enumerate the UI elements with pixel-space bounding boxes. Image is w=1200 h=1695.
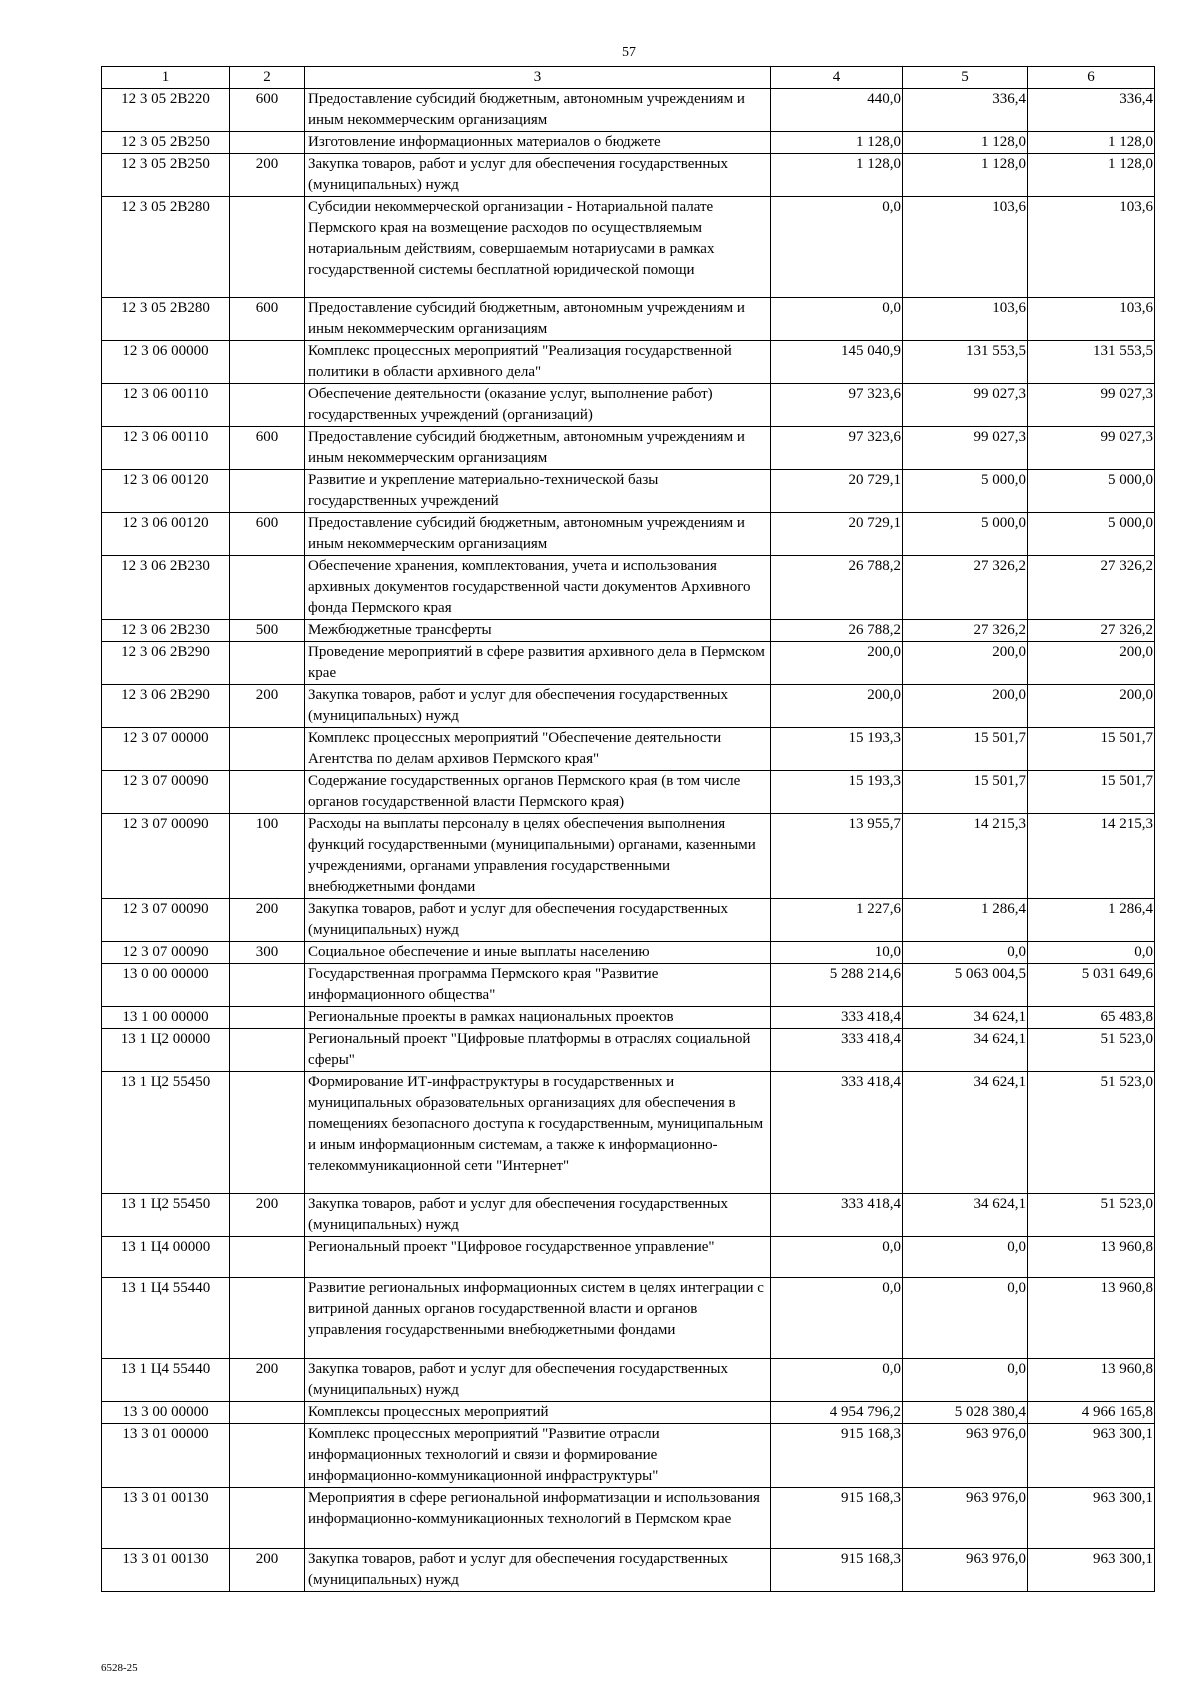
cell-amount-col6: 131 553,5 (1028, 341, 1155, 384)
cell-amount-col6: 200,0 (1028, 642, 1155, 685)
cell-code: 12 3 06 2В230 (102, 556, 230, 620)
cell-name: Комплексы процессных мероприятий (305, 1402, 771, 1424)
cell-amount-col5: 34 624,1 (903, 1007, 1028, 1029)
cell-amount-col4: 1 128,0 (771, 154, 903, 197)
cell-amount-col4: 333 418,4 (771, 1007, 903, 1029)
cell-name: Развитие и укрепление материально-технической базы государственных учреждений (305, 470, 771, 513)
cell-expense-type (230, 1029, 305, 1072)
cell-code: 13 1 Ц2 00000 (102, 1029, 230, 1072)
cell-amount-col6: 14 215,3 (1028, 814, 1155, 899)
cell-code: 13 1 Ц2 55450 (102, 1072, 230, 1194)
cell-amount-col6: 963 300,1 (1028, 1549, 1155, 1592)
cell-amount-col4: 0,0 (771, 1237, 903, 1278)
cell-amount-col6: 99 027,3 (1028, 384, 1155, 427)
cell-amount-col6: 103,6 (1028, 298, 1155, 341)
cell-name: Формирование ИТ-инфраструктуры в государственных и муниципальных образовательных организациях для обеспечения в помещениях безопасного доступа к государственным, муниципальным и иным информационным системам, а также к информационно-телекоммуникационной сети "Интернет" (305, 1072, 771, 1194)
budget-table-body (102, 67, 1155, 1592)
cell-amount-col5: 99 027,3 (903, 384, 1028, 427)
table-row (102, 1237, 1155, 1278)
cell-amount-col4: 200,0 (771, 642, 903, 685)
table-row (102, 728, 1155, 771)
table-row (102, 1424, 1155, 1488)
cell-amount-col4: 0,0 (771, 197, 903, 298)
cell-expense-type (230, 728, 305, 771)
cell-code: 13 3 01 00000 (102, 1424, 230, 1488)
cell-amount-col4: 15 193,3 (771, 771, 903, 814)
table-row (102, 556, 1155, 620)
cell-amount-col6: 0,0 (1028, 942, 1155, 964)
cell-code: 12 3 07 00000 (102, 728, 230, 771)
cell-amount-col5: 99 027,3 (903, 427, 1028, 470)
cell-expense-type (230, 771, 305, 814)
cell-code: 13 1 Ц4 55440 (102, 1359, 230, 1402)
cell-expense-type (230, 470, 305, 513)
cell-amount-col5: 0,0 (903, 1278, 1028, 1359)
cell-amount-col4: 26 788,2 (771, 556, 903, 620)
cell-amount-col4: 5 288 214,6 (771, 964, 903, 1007)
column-header-4: 4 (771, 67, 903, 89)
cell-expense-type: 200 (230, 899, 305, 942)
cell-amount-col4: 26 788,2 (771, 620, 903, 642)
cell-expense-type (230, 556, 305, 620)
cell-name: Государственная программа Пермского края "Развитие информационного общества" (305, 964, 771, 1007)
cell-expense-type (230, 1278, 305, 1359)
cell-name: Предоставление субсидий бюджетным, автономным учреждениям и иным некоммерческим организациям (305, 298, 771, 341)
cell-amount-col6: 27 326,2 (1028, 620, 1155, 642)
cell-amount-col6: 1 128,0 (1028, 154, 1155, 197)
cell-amount-col6: 1 128,0 (1028, 132, 1155, 154)
cell-name: Проведение мероприятий в сфере развития архивного дела в Пермском крае (305, 642, 771, 685)
cell-name: Развитие региональных информационных систем в целях интеграции с витриной данных органов государственной власти и органов управления государственными внебюджетными фондами (305, 1278, 771, 1359)
cell-amount-col4: 333 418,4 (771, 1194, 903, 1237)
page-number: 57 (622, 45, 636, 60)
cell-name: Комплекс процессных мероприятий "Обеспечение деятельности Агентства по делам архивов Пермского края" (305, 728, 771, 771)
cell-expense-type: 600 (230, 298, 305, 341)
cell-name: Предоставление субсидий бюджетным, автономным учреждениям и иным некоммерческим организациям (305, 427, 771, 470)
cell-amount-col6: 4 966 165,8 (1028, 1402, 1155, 1424)
cell-amount-col5: 34 624,1 (903, 1194, 1028, 1237)
table-row (102, 1359, 1155, 1402)
cell-name: Закупка товаров, работ и услуг для обеспечения государственных (муниципальных) нужд (305, 899, 771, 942)
cell-expense-type (230, 1424, 305, 1488)
cell-name: Содержание государственных органов Пермского края (в том числе органов государственной власти Пермского края) (305, 771, 771, 814)
cell-amount-col5: 963 976,0 (903, 1424, 1028, 1488)
cell-expense-type (230, 964, 305, 1007)
cell-amount-col5: 1 286,4 (903, 899, 1028, 942)
cell-name: Региональный проект "Цифровое государственное управление" (305, 1237, 771, 1278)
cell-name: Региональные проекты в рамках национальных проектов (305, 1007, 771, 1029)
cell-name: Закупка товаров, работ и услуг для обеспечения государственных (муниципальных) нужд (305, 1194, 771, 1237)
cell-amount-col5: 200,0 (903, 685, 1028, 728)
cell-expense-type: 200 (230, 154, 305, 197)
cell-code: 13 3 01 00130 (102, 1549, 230, 1592)
cell-amount-col6: 51 523,0 (1028, 1072, 1155, 1194)
cell-name: Расходы на выплаты персоналу в целях обеспечения выполнения функций государственными (муниципальными) органами, казенными учреждениями, органами управления государственными внебюджетными фондами (305, 814, 771, 899)
cell-amount-col4: 13 955,7 (771, 814, 903, 899)
table-row (102, 1072, 1155, 1194)
cell-amount-col6: 27 326,2 (1028, 556, 1155, 620)
column-header-6: 6 (1028, 67, 1155, 89)
cell-amount-col5: 5 063 004,5 (903, 964, 1028, 1007)
cell-amount-col4: 20 729,1 (771, 513, 903, 556)
cell-amount-col4: 15 193,3 (771, 728, 903, 771)
cell-expense-type (230, 197, 305, 298)
cell-code: 12 3 06 00120 (102, 470, 230, 513)
cell-amount-col6: 963 300,1 (1028, 1488, 1155, 1549)
cell-expense-type: 200 (230, 685, 305, 728)
cell-expense-type (230, 1007, 305, 1029)
cell-amount-col6: 13 960,8 (1028, 1278, 1155, 1359)
cell-name: Обеспечение деятельности (оказание услуг, выполнение работ) государственных учреждений (организаций) (305, 384, 771, 427)
cell-name: Предоставление субсидий бюджетным, автономным учреждениям и иным некоммерческим организациям (305, 513, 771, 556)
cell-name: Социальное обеспечение и иные выплаты населению (305, 942, 771, 964)
cell-amount-col4: 10,0 (771, 942, 903, 964)
cell-amount-col4: 915 168,3 (771, 1424, 903, 1488)
cell-code: 13 3 01 00130 (102, 1488, 230, 1549)
cell-amount-col4: 0,0 (771, 298, 903, 341)
cell-amount-col5: 14 215,3 (903, 814, 1028, 899)
cell-code: 12 3 05 2В250 (102, 154, 230, 197)
table-row (102, 942, 1155, 964)
cell-name: Региональный проект "Цифровые платформы в отраслях социальной сферы" (305, 1029, 771, 1072)
cell-amount-col4: 97 323,6 (771, 427, 903, 470)
cell-amount-col6: 65 483,8 (1028, 1007, 1155, 1029)
cell-amount-col5: 0,0 (903, 942, 1028, 964)
table-row (102, 1549, 1155, 1592)
cell-expense-type: 500 (230, 620, 305, 642)
table-row (102, 964, 1155, 1007)
cell-expense-type (230, 1402, 305, 1424)
cell-amount-col6: 15 501,7 (1028, 728, 1155, 771)
cell-name: Закупка товаров, работ и услуг для обеспечения государственных (муниципальных) нужд (305, 1359, 771, 1402)
cell-code: 12 3 07 00090 (102, 814, 230, 899)
table-row (102, 513, 1155, 556)
cell-expense-type: 200 (230, 1359, 305, 1402)
cell-expense-type: 600 (230, 427, 305, 470)
cell-amount-col4: 440,0 (771, 89, 903, 132)
cell-expense-type (230, 341, 305, 384)
table-row (102, 1488, 1155, 1549)
table-row (102, 1278, 1155, 1359)
cell-amount-col5: 15 501,7 (903, 728, 1028, 771)
table-row (102, 1007, 1155, 1029)
cell-code: 13 1 Ц4 00000 (102, 1237, 230, 1278)
table-row (102, 620, 1155, 642)
cell-amount-col5: 5 000,0 (903, 470, 1028, 513)
cell-amount-col5: 103,6 (903, 298, 1028, 341)
cell-amount-col6: 963 300,1 (1028, 1424, 1155, 1488)
table-row (102, 1194, 1155, 1237)
cell-code: 13 1 00 00000 (102, 1007, 230, 1029)
cell-code: 12 3 07 00090 (102, 899, 230, 942)
cell-name: Межбюджетные трансферты (305, 620, 771, 642)
cell-name: Комплекс процессных мероприятий "Реализация государственной политики в области архивного дела" (305, 341, 771, 384)
cell-amount-col6: 103,6 (1028, 197, 1155, 298)
table-row (102, 298, 1155, 341)
cell-amount-col5: 34 624,1 (903, 1029, 1028, 1072)
cell-code: 12 3 06 00000 (102, 341, 230, 384)
cell-amount-col4: 145 040,9 (771, 341, 903, 384)
cell-name: Закупка товаров, работ и услуг для обеспечения государственных (муниципальных) нужд (305, 685, 771, 728)
cell-amount-col4: 333 418,4 (771, 1029, 903, 1072)
cell-name: Закупка товаров, работ и услуг для обеспечения государственных (муниципальных) нужд (305, 154, 771, 197)
table-row (102, 132, 1155, 154)
cell-amount-col5: 336,4 (903, 89, 1028, 132)
table-row (102, 154, 1155, 197)
cell-amount-col5: 0,0 (903, 1237, 1028, 1278)
cell-name: Обеспечение хранения, комплектования, учета и использования архивных документов государственной части документов Архивного фонда Пермского края (305, 556, 771, 620)
table-row (102, 197, 1155, 298)
cell-code: 13 1 Ц2 55450 (102, 1194, 230, 1237)
cell-amount-col5: 200,0 (903, 642, 1028, 685)
cell-code: 12 3 06 2В230 (102, 620, 230, 642)
cell-code: 12 3 06 2В290 (102, 642, 230, 685)
cell-amount-col6: 51 523,0 (1028, 1194, 1155, 1237)
cell-expense-type: 200 (230, 1549, 305, 1592)
cell-code: 12 3 06 2В290 (102, 685, 230, 728)
cell-amount-col4: 1 128,0 (771, 132, 903, 154)
cell-amount-col5: 963 976,0 (903, 1488, 1028, 1549)
cell-code: 12 3 06 00110 (102, 384, 230, 427)
cell-amount-col4: 97 323,6 (771, 384, 903, 427)
table-row (102, 470, 1155, 513)
cell-name: Мероприятия в сфере региональной информатизации и использования информационно-коммуникационных технологий в Пермском крае (305, 1488, 771, 1549)
cell-amount-col5: 103,6 (903, 197, 1028, 298)
cell-amount-col5: 34 624,1 (903, 1072, 1028, 1194)
cell-amount-col6: 13 960,8 (1028, 1237, 1155, 1278)
table-row (102, 89, 1155, 132)
cell-code: 13 0 00 00000 (102, 964, 230, 1007)
cell-name: Комплекс процессных мероприятий "Развитие отрасли информационных технологий и связи и формирование информационно-коммуникационной инфраструктуры" (305, 1424, 771, 1488)
cell-amount-col4: 20 729,1 (771, 470, 903, 513)
table-row (102, 1029, 1155, 1072)
cell-amount-col6: 5 000,0 (1028, 470, 1155, 513)
table-row (102, 771, 1155, 814)
column-header-1: 1 (102, 67, 230, 89)
cell-name: Предоставление субсидий бюджетным, автономным учреждениям и иным некоммерческим организациям (305, 89, 771, 132)
cell-expense-type (230, 1237, 305, 1278)
cell-code: 12 3 06 00110 (102, 427, 230, 470)
cell-amount-col6: 5 031 649,6 (1028, 964, 1155, 1007)
cell-expense-type: 600 (230, 89, 305, 132)
cell-amount-col6: 200,0 (1028, 685, 1155, 728)
cell-amount-col5: 27 326,2 (903, 556, 1028, 620)
cell-expense-type (230, 1072, 305, 1194)
form-number: 6528-25 (101, 1662, 138, 1674)
cell-amount-col4: 915 168,3 (771, 1549, 903, 1592)
cell-amount-col5: 27 326,2 (903, 620, 1028, 642)
cell-amount-col4: 1 227,6 (771, 899, 903, 942)
cell-code: 12 3 05 2В250 (102, 132, 230, 154)
table-row (102, 814, 1155, 899)
cell-amount-col4: 0,0 (771, 1359, 903, 1402)
cell-amount-col6: 13 960,8 (1028, 1359, 1155, 1402)
cell-amount-col5: 5 000,0 (903, 513, 1028, 556)
cell-code: 12 3 05 2В280 (102, 197, 230, 298)
cell-code: 12 3 05 2В280 (102, 298, 230, 341)
cell-name: Закупка товаров, работ и услуг для обеспечения государственных (муниципальных) нужд (305, 1549, 771, 1592)
cell-amount-col6: 336,4 (1028, 89, 1155, 132)
table-row (102, 341, 1155, 384)
cell-amount-col4: 0,0 (771, 1278, 903, 1359)
column-number-row (102, 67, 1155, 89)
table-row (102, 685, 1155, 728)
cell-amount-col4: 200,0 (771, 685, 903, 728)
cell-amount-col6: 51 523,0 (1028, 1029, 1155, 1072)
cell-amount-col5: 0,0 (903, 1359, 1028, 1402)
cell-code: 12 3 05 2В220 (102, 89, 230, 132)
budget-table (101, 66, 1155, 1592)
cell-amount-col5: 15 501,7 (903, 771, 1028, 814)
cell-amount-col6: 15 501,7 (1028, 771, 1155, 814)
cell-amount-col6: 1 286,4 (1028, 899, 1155, 942)
table-row (102, 427, 1155, 470)
cell-name: Изготовление информационных материалов о бюджете (305, 132, 771, 154)
cell-code: 13 3 00 00000 (102, 1402, 230, 1424)
cell-amount-col6: 5 000,0 (1028, 513, 1155, 556)
cell-expense-type (230, 642, 305, 685)
table-row (102, 642, 1155, 685)
cell-code: 13 1 Ц4 55440 (102, 1278, 230, 1359)
cell-amount-col5: 5 028 380,4 (903, 1402, 1028, 1424)
table-row (102, 1402, 1155, 1424)
cell-amount-col4: 915 168,3 (771, 1488, 903, 1549)
cell-amount-col5: 963 976,0 (903, 1549, 1028, 1592)
cell-expense-type: 300 (230, 942, 305, 964)
table-row (102, 384, 1155, 427)
column-header-3: 3 (305, 67, 771, 89)
column-header-2: 2 (230, 67, 305, 89)
table-row (102, 899, 1155, 942)
cell-amount-col4: 4 954 796,2 (771, 1402, 903, 1424)
cell-amount-col4: 333 418,4 (771, 1072, 903, 1194)
cell-code: 12 3 06 00120 (102, 513, 230, 556)
cell-code: 12 3 07 00090 (102, 942, 230, 964)
cell-expense-type: 600 (230, 513, 305, 556)
cell-expense-type (230, 384, 305, 427)
cell-amount-col6: 99 027,3 (1028, 427, 1155, 470)
cell-amount-col5: 1 128,0 (903, 154, 1028, 197)
cell-code: 12 3 07 00090 (102, 771, 230, 814)
cell-expense-type: 200 (230, 1194, 305, 1237)
cell-expense-type (230, 1488, 305, 1549)
cell-amount-col5: 131 553,5 (903, 341, 1028, 384)
cell-name: Субсидии некоммерческой организации - Нотариальной палате Пермского края на возмещение расходов по осуществляемым нотариальным действиям, совершаемым нотариусами в рамках государственной системы бесплатной юридической помощи (305, 197, 771, 298)
cell-expense-type (230, 132, 305, 154)
cell-amount-col5: 1 128,0 (903, 132, 1028, 154)
cell-expense-type: 100 (230, 814, 305, 899)
column-header-5: 5 (903, 67, 1028, 89)
